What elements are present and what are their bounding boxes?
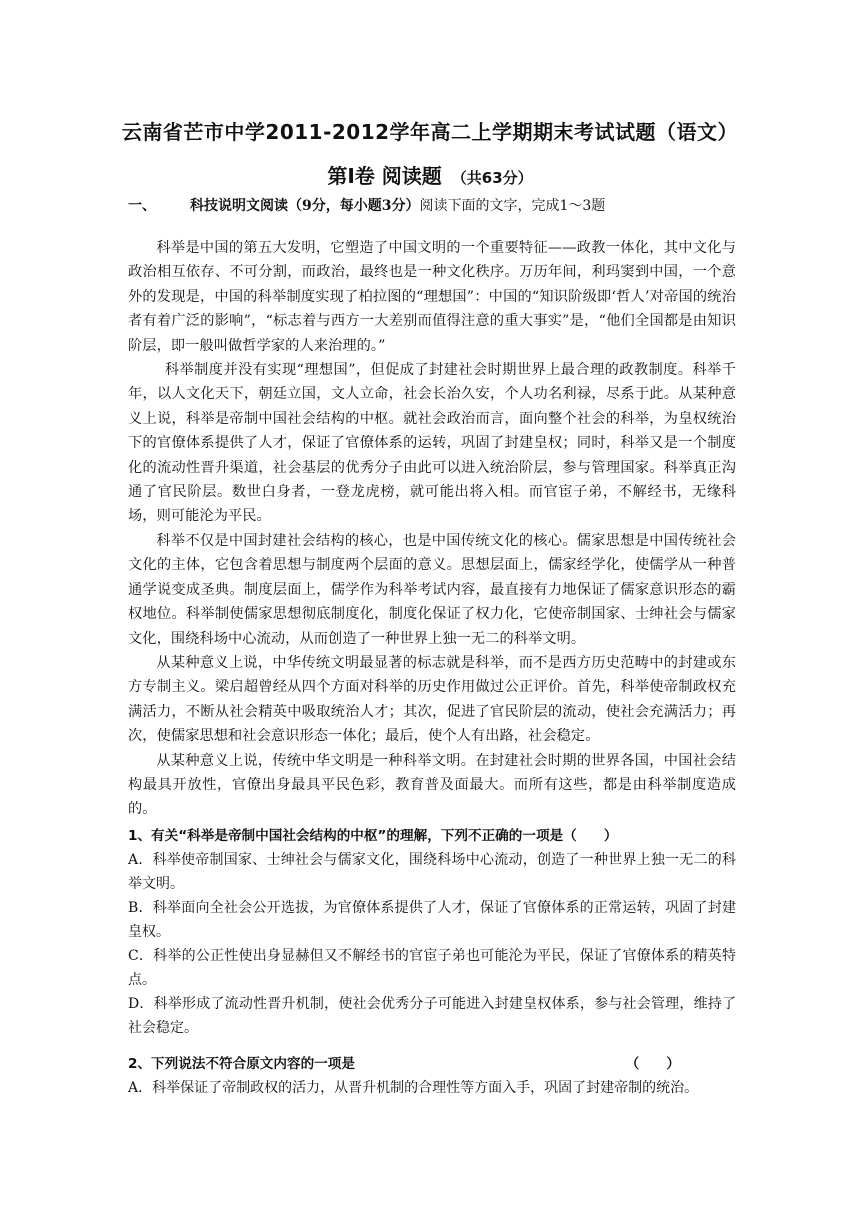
question-stem bbox=[128, 1052, 736, 1076]
section-heading bbox=[128, 195, 605, 215]
option-d: D．科举形成了流动性晋升机制，使社会优秀分子可能进入封建皇权体系，参与社会管理，维持了社会稳定。 bbox=[128, 996, 736, 1036]
passage-paragraph: 科举是中国的第五大发明，它塑造了中国文明的一个重要特征——政教一体化，其中文化与政治相互依存、不可分割，而政治，最终也是一种文化秩序。万历年间，利玛窦到中国，一个意外的发现是，中国的科举制度实现了柏拉图的“理想国”：中国的“知识阶级即‘哲人’对帝国的统治者有着广泛的影响”，“标志着与西方一大差别而值得注意的重大事实”是，“他们全国都是由知识阶层，即一般叫做哲学家的人来治理的。” bbox=[128, 240, 736, 354]
answer-blank: （ ） bbox=[625, 1056, 680, 1072]
section-label: 科技说明文阅读（9分，每小题3分） bbox=[190, 198, 420, 214]
passage-paragraph: 从某种意义上说，传统中华文明是一种科举文明。在封建社会时期的世界各国，中国社会结构最具开放性，官僚出身最具平民色彩，教育普及面最大。而所有这些，都是由科举制度造成的。 bbox=[128, 752, 736, 818]
reading-passage bbox=[128, 236, 736, 822]
question-stem-text: 2、下列说法不符合原文内容的一项是 bbox=[128, 1056, 355, 1072]
part-title: 第Ⅰ卷 阅读题 bbox=[327, 164, 442, 188]
part-heading bbox=[0, 160, 860, 189]
option-c: C．科举的公正性使出身显赫但又不解经书的官宦子弟也可能沦为平民，保证了官僚体系的精英特点。 bbox=[128, 948, 736, 988]
passage-paragraph: 科举不仅是中国封建社会结构的核心，也是中国传统文化的核心。儒家思想是中国传统社会文化的主体，它包含着思想与制度两个层面的意义。思想层面上，儒家经学化，使儒学从一种普通学说变成圣典。制度层面上，儒学作为科举考试内容，最直接有力地保证了儒家意识形态的霸权地位。科举制使儒家思想彻底制度化，制度化保证了权力化，它使帝制国家、士绅社会与儒家文化，围绕科场中心流动，从而创造了一种世界上独一无二的科举文明。 bbox=[128, 532, 736, 647]
question-2 bbox=[128, 1052, 736, 1100]
document-title: 云南省芒市中学2011-2012学年高二上学期期末考试试题（语文） bbox=[121, 120, 739, 144]
passage-paragraph: 科举制度并没有实现“理想国”，但促成了封建社会时期世界上最合理的政教制度。科举千年，以人文化天下，朝廷立国，文人立命，社会长治久安，个人功名利禄，尽系于此。从某种意义上说，科举是帝制中国社会结构的中枢。就社会政治而言，面向整个社会的科举，为皇权统治下的官僚体系提供了人才，保证了官僚体系的运转，巩固了封建皇权；同时，科举又是一个制度化的流动性晋升渠道，社会基层的优秀分子由此可以进入统治阶层，参与管理国家。科举真正沟通了官民阶层。数世白身者，一登龙虎榜，就可能出将入相。而官宦子弟，不解经书，无缘科场，则可能沦为平民。 bbox=[128, 362, 736, 525]
section-instruction: 阅读下面的文字，完成1～3题 bbox=[419, 198, 606, 214]
question-stem: 1、有关“科举是帝制中国社会结构的中枢”的理解，下列不正确的一项是（ ） bbox=[128, 828, 618, 844]
option-a: A．科举使帝制国家、士绅社会与儒家文化，围绕科场中心流动，创造了一种世界上独一无二的科举文明。 bbox=[128, 852, 736, 892]
passage-paragraph: 从某种意义上说，中华传统文明最显著的标志就是科举，而不是西方历史范畴中的封建或东方专制主义。梁启超曾经从四个方面对科举的历史作用做过公正评价。首先，科举使帝制政权充满活力，不断从社会精英中吸取统治人才；其次，促进了官民阶层的流动，使社会充满活力；再次，使儒家思想和社会意识形态一体化；最后，使个人有出路，社会稳定。 bbox=[128, 654, 736, 745]
option-a: A．科举保证了帝制政权的活力，从晋升机制的合理性等方面入手，巩固了封建帝制的统治。 bbox=[128, 1080, 699, 1096]
section-number: 一、 bbox=[128, 198, 156, 214]
option-b: B．科举面向全社会公开选拔，为官僚体系提供了人才，保证了官僚体系的正常运转，巩固了封建皇权。 bbox=[128, 900, 736, 940]
question-1 bbox=[128, 824, 736, 1040]
part-score: （共63分） bbox=[451, 169, 533, 187]
